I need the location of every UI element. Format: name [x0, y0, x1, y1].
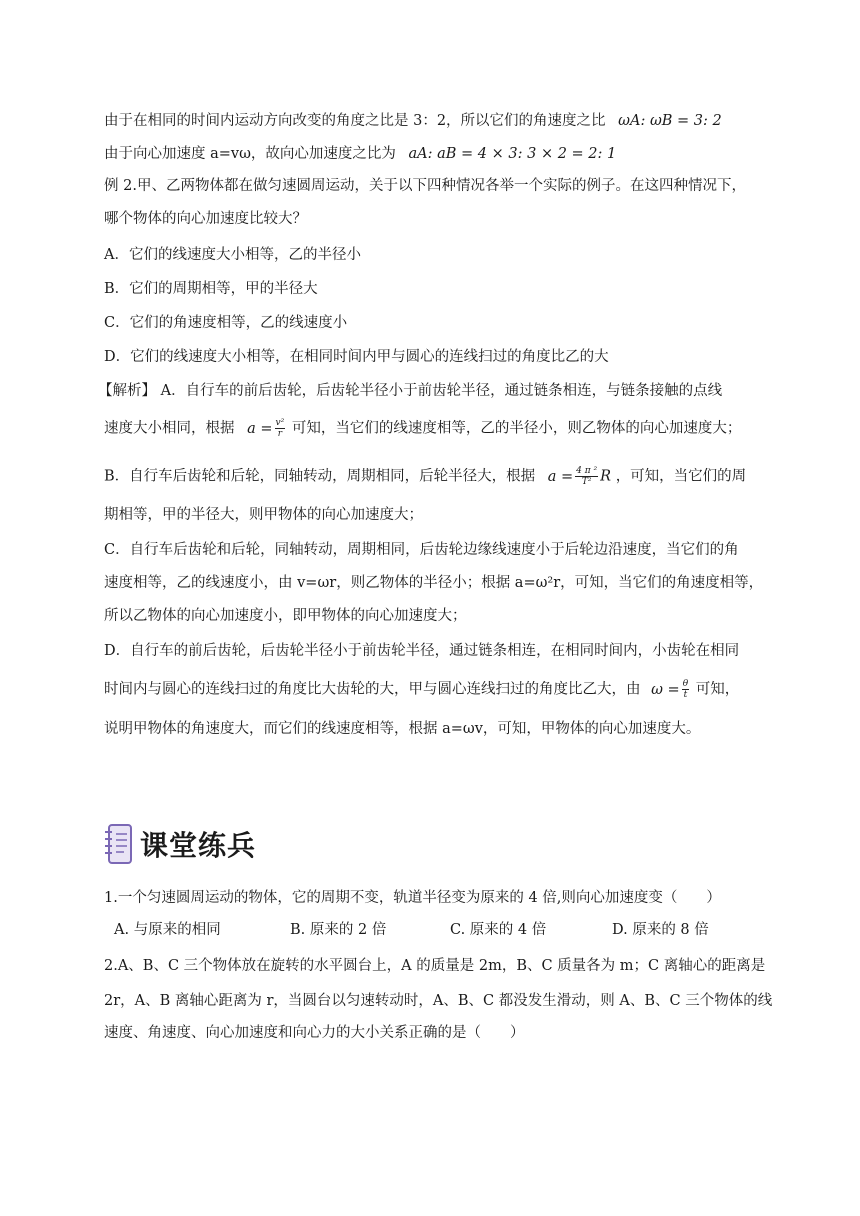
- section-header: [104, 822, 256, 866]
- option-b: B．它们的周期相等，甲的半径大: [104, 281, 318, 297]
- text-line: [104, 144, 764, 164]
- question-2: 2.A、B、C 三个物体放在旋转的水平圆台上，A 的质量是 2m，B、C 质量各为 m；C 离轴心的距离是: [104, 958, 766, 974]
- denominator: T²: [581, 477, 592, 487]
- line-text: 由于在相同的时间内运动方向改变的角度之比是 3：2，所以它们的角速度之比: [104, 113, 606, 129]
- formula-lhs: a =: [547, 468, 574, 485]
- analysis-line: D．自行车的前后齿轮，后齿轮半径小于前齿轮半径，通过链条相连，在相同时间内，小齿轮在相同: [104, 643, 740, 659]
- formula-r: R: [600, 468, 612, 485]
- fraction-theta-over-t: [682, 679, 689, 700]
- fraction-v2-over-r: [275, 418, 286, 439]
- q1-option-a: A. 与原来的相同: [114, 922, 221, 938]
- example-question: 哪个物体的向心加速度比较大？: [104, 211, 307, 227]
- formula-lhs: a =: [247, 420, 273, 437]
- ratio-formula: aA: aB = 4 × 3: 3 × 2 = 2: 1: [408, 146, 617, 162]
- section-title: 课堂练兵: [140, 829, 257, 862]
- line-text: 时间内与圆心的连线扫过的角度比大齿轮的大，甲与圆心连线扫过的角度比乙大，由: [104, 681, 641, 698]
- notebook-icon: [104, 823, 134, 865]
- line-text: 速度大小相同，根据: [104, 420, 235, 437]
- option-d: D．它们的线速度大小相等，在相同时间内甲与圆心的连线扫过的角度比乙的大: [104, 349, 609, 365]
- denominator: r: [277, 429, 283, 439]
- analysis-line: C．自行车后齿轮和后轮，同轴转动，周期相同，后齿轮边缘线速度小于后轮边沿速度，当它们的角: [104, 542, 739, 558]
- analysis-line: [104, 679, 764, 700]
- line-text: 可知，: [695, 681, 740, 698]
- analysis-line: [104, 466, 764, 487]
- numerator: 4 π ²: [576, 466, 598, 476]
- line-text: 可知，当它们的线速度相等，乙的半径小，则乙物体的向心加速度大；: [291, 420, 742, 437]
- question-2-cont: 2r，A、B 离轴心距离为 r，当圆台以匀速转动时，A、B、C 都没发生滑动，则 A、B、C 三个物体的线: [104, 993, 773, 1009]
- analysis-line: 【解析】 A．自行车的前后齿轮，后齿轮半径小于前齿轮半径，通过链条相连，与链条接触的点线: [98, 383, 723, 399]
- ratio-formula: ωA: ωB = 3: 2: [618, 113, 722, 129]
- analysis-line: [104, 418, 764, 439]
- question-1: 1.一个匀速圆周运动的物体，它的周期不变，轨道半径变为原来的 4 倍,则向心加速度变（ ）: [104, 890, 721, 906]
- q1-option-c: C. 原来的 4 倍: [450, 922, 547, 938]
- numerator: v²: [275, 418, 285, 428]
- line-text: 由于向心加速度 a=vω，故向心加速度之比为: [104, 146, 396, 162]
- analysis-line: 期相等，甲的半径大，则甲物体的向心加速度大；: [104, 507, 423, 523]
- option-c: C．它们的角速度相等，乙的线速度小: [104, 315, 348, 331]
- q1-option-d: D. 原来的 8 倍: [612, 922, 709, 938]
- analysis-line: 说明甲物体的角速度大，而它们的线速度相等，根据 a=ωv，可知，甲物体的向心加速度大。: [104, 721, 701, 737]
- example-title: 例 2.甲、乙两物体都在做匀速圆周运动，关于以下四种情况各举一个实际的例子。在这四种情况下，: [104, 178, 746, 194]
- fraction-4pi2-over-T2: [575, 466, 598, 487]
- analysis-line: 速度相等，乙的线速度小，由 v=ωr，则乙物体的半径小；根据 a=ω²r，可知，当它们的角速度相等，: [104, 575, 764, 591]
- line-text: ，可知，当它们的周: [615, 468, 747, 485]
- line-text: B．自行车后齿轮和后轮，同轴转动，周期相同，后轮半径大，根据: [104, 468, 536, 485]
- q1-option-b: B. 原来的 2 倍: [290, 922, 387, 938]
- formula-lhs: ω =: [651, 681, 680, 698]
- option-a: A．它们的线速度大小相等，乙的半径小: [104, 247, 361, 263]
- denominator: t: [683, 690, 688, 700]
- numerator: θ: [682, 679, 689, 689]
- question-2-cont: 速度、角速度、向心加速度和向心力的大小关系正确的是（ ）: [104, 1025, 525, 1041]
- text-line: [104, 111, 764, 131]
- analysis-line: 所以乙物体的向心加速度小，即甲物体的向心加速度大；: [104, 608, 467, 624]
